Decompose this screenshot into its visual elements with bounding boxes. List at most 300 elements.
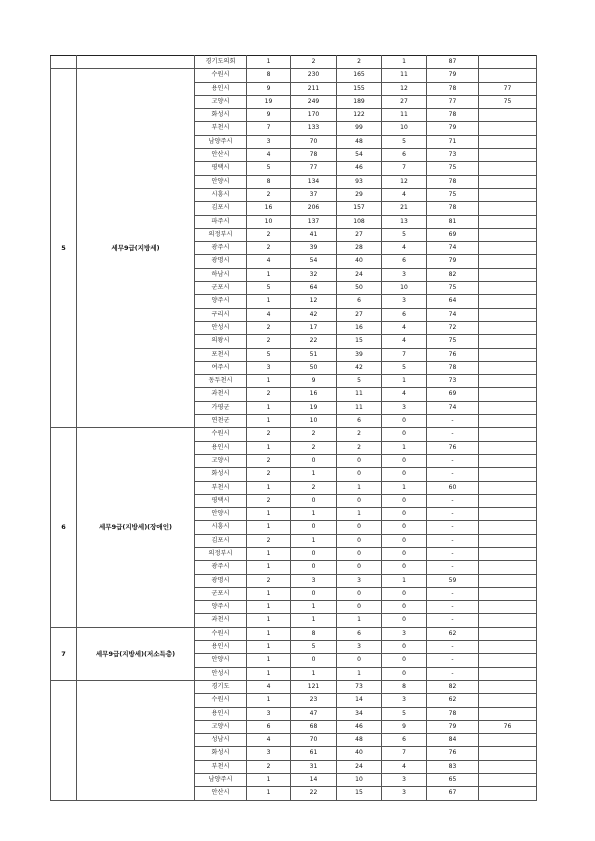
passed-count-cell: 27: [382, 95, 427, 108]
planned-count-cell: 1: [247, 627, 291, 640]
examinees-cell: 2: [337, 56, 382, 69]
passed-count-cell: 4: [382, 188, 427, 201]
planned-count-cell: 8: [247, 69, 291, 82]
cutoff-score-cell: -: [427, 454, 479, 467]
extra-cutoff-cell: [479, 308, 537, 321]
applicants-cell: 0: [291, 521, 337, 534]
passed-count-cell: 0: [382, 587, 427, 600]
agency-cell: 부천시: [195, 122, 247, 135]
cutoff-score-cell: 79: [427, 255, 479, 268]
examinees-cell: 24: [337, 760, 382, 773]
planned-count-cell: 2: [247, 574, 291, 587]
table-body: [51, 56, 537, 801]
applicants-cell: 47: [291, 707, 337, 720]
agency-cell: 의정부시: [195, 228, 247, 241]
passed-count-cell: 6: [382, 734, 427, 747]
agency-cell: 평택시: [195, 162, 247, 175]
section-title: 세무9급(지방세)(저소득층): [77, 627, 195, 680]
passed-count-cell: 21: [382, 202, 427, 215]
planned-count-cell: 2: [247, 335, 291, 348]
cutoff-score-cell: -: [427, 494, 479, 507]
agency-cell: 구리시: [195, 308, 247, 321]
applicants-cell: 1: [291, 508, 337, 521]
planned-count-cell: 1: [247, 641, 291, 654]
examinees-cell: 3: [337, 574, 382, 587]
examinees-cell: 15: [337, 787, 382, 800]
passed-count-cell: 0: [382, 667, 427, 680]
applicants-cell: 14: [291, 774, 337, 787]
planned-count-cell: 9: [247, 109, 291, 122]
agency-cell: 군포시: [195, 282, 247, 295]
agency-cell: 부천시: [195, 760, 247, 773]
cutoff-score-cell: 77: [427, 95, 479, 108]
passed-count-cell: 0: [382, 654, 427, 667]
applicants-cell: 39: [291, 242, 337, 255]
agency-cell: 안산시: [195, 149, 247, 162]
cutoff-score-cell: 76: [427, 348, 479, 361]
agency-cell: 용인시: [195, 441, 247, 454]
examinees-cell: 122: [337, 109, 382, 122]
extra-cutoff-cell: [479, 574, 537, 587]
examinees-cell: 1: [337, 614, 382, 627]
examinees-cell: 16: [337, 321, 382, 334]
agency-cell: 김포시: [195, 534, 247, 547]
extra-cutoff-cell: [479, 162, 537, 175]
passed-count-cell: 3: [382, 694, 427, 707]
applicants-cell: 77: [291, 162, 337, 175]
planned-count-cell: 6: [247, 720, 291, 733]
passed-count-cell: 3: [382, 787, 427, 800]
examinees-cell: 2: [337, 441, 382, 454]
agency-cell: 양주시: [195, 295, 247, 308]
applicants-cell: 170: [291, 109, 337, 122]
cutoff-score-cell: 67: [427, 787, 479, 800]
section-number: [51, 680, 77, 800]
examinees-cell: 165: [337, 69, 382, 82]
recruitment-results-page: [50, 55, 536, 801]
agency-cell: 파주시: [195, 215, 247, 228]
cutoff-score-cell: -: [427, 561, 479, 574]
examinees-cell: 0: [337, 601, 382, 614]
extra-cutoff-cell: [479, 282, 537, 295]
agency-cell: 안성시: [195, 667, 247, 680]
extra-cutoff-cell: [479, 641, 537, 654]
examinees-cell: 0: [337, 494, 382, 507]
cutoff-score-cell: 75: [427, 162, 479, 175]
extra-cutoff-cell: [479, 375, 537, 388]
applicants-cell: 1: [291, 667, 337, 680]
extra-cutoff-cell: [479, 149, 537, 162]
cutoff-score-cell: -: [427, 415, 479, 428]
extra-cutoff-cell: [479, 335, 537, 348]
extra-cutoff-cell: [479, 401, 537, 414]
applicants-cell: 78: [291, 149, 337, 162]
examinees-cell: 1: [337, 481, 382, 494]
agency-cell: 수원시: [195, 627, 247, 640]
examinees-cell: 6: [337, 295, 382, 308]
extra-cutoff-cell: [479, 561, 537, 574]
planned-count-cell: 3: [247, 135, 291, 148]
planned-count-cell: 1: [247, 654, 291, 667]
examinees-cell: 54: [337, 149, 382, 162]
cutoff-score-cell: 74: [427, 242, 479, 255]
cutoff-score-cell: -: [427, 468, 479, 481]
passed-count-cell: 0: [382, 428, 427, 441]
passed-count-cell: 5: [382, 135, 427, 148]
agency-cell: 고양시: [195, 95, 247, 108]
planned-count-cell: 1: [247, 614, 291, 627]
planned-count-cell: 1: [247, 375, 291, 388]
cutoff-score-cell: 60: [427, 481, 479, 494]
extra-cutoff-cell: [479, 614, 537, 627]
agency-cell: 화성시: [195, 109, 247, 122]
applicants-cell: 0: [291, 654, 337, 667]
applicants-cell: 121: [291, 680, 337, 693]
cutoff-score-cell: 78: [427, 361, 479, 374]
planned-count-cell: 3: [247, 707, 291, 720]
agency-cell: 고양시: [195, 720, 247, 733]
passed-count-cell: 4: [382, 242, 427, 255]
examinees-cell: 155: [337, 82, 382, 95]
cutoff-score-cell: -: [427, 667, 479, 680]
extra-cutoff-cell: [479, 228, 537, 241]
planned-count-cell: 1: [247, 481, 291, 494]
applicants-cell: 32: [291, 268, 337, 281]
planned-count-cell: 3: [247, 747, 291, 760]
passed-count-cell: 0: [382, 561, 427, 574]
examinees-cell: 3: [337, 641, 382, 654]
examinees-cell: 93: [337, 175, 382, 188]
passed-count-cell: 0: [382, 601, 427, 614]
extra-cutoff-cell: [479, 69, 537, 82]
examinees-cell: 50: [337, 282, 382, 295]
section-number: 6: [51, 428, 77, 627]
agency-cell: 안성시: [195, 321, 247, 334]
passed-count-cell: 3: [382, 295, 427, 308]
agency-cell: 과천시: [195, 614, 247, 627]
extra-cutoff-cell: [479, 468, 537, 481]
applicants-cell: 0: [291, 561, 337, 574]
examinees-cell: 0: [337, 587, 382, 600]
table-row: [51, 428, 537, 441]
cutoff-score-cell: 69: [427, 228, 479, 241]
cutoff-score-cell: 87: [427, 56, 479, 69]
agency-cell: 수원시: [195, 69, 247, 82]
section-number: 5: [51, 69, 77, 428]
planned-count-cell: 5: [247, 348, 291, 361]
planned-count-cell: 7: [247, 122, 291, 135]
agency-cell: 안양시: [195, 508, 247, 521]
section-title: 세무9급(지방세)(장애인): [77, 428, 195, 627]
examinees-cell: 0: [337, 521, 382, 534]
agency-cell: 고양시: [195, 454, 247, 467]
examinees-cell: 39: [337, 348, 382, 361]
passed-count-cell: 0: [382, 415, 427, 428]
cutoff-score-cell: 78: [427, 82, 479, 95]
extra-cutoff-cell: [479, 188, 537, 201]
examinees-cell: 27: [337, 228, 382, 241]
examinees-cell: 11: [337, 388, 382, 401]
planned-count-cell: 4: [247, 308, 291, 321]
passed-count-cell: 11: [382, 69, 427, 82]
extra-cutoff-cell: [479, 534, 537, 547]
applicants-cell: 61: [291, 747, 337, 760]
cutoff-score-cell: 72: [427, 321, 479, 334]
agency-cell: 성남시: [195, 734, 247, 747]
applicants-cell: 230: [291, 69, 337, 82]
passed-count-cell: 6: [382, 255, 427, 268]
agency-cell: 군포시: [195, 587, 247, 600]
agency-cell: 양주시: [195, 601, 247, 614]
extra-cutoff-cell: [479, 508, 537, 521]
examinees-cell: 40: [337, 255, 382, 268]
planned-count-cell: 4: [247, 734, 291, 747]
passed-count-cell: 3: [382, 401, 427, 414]
cutoff-score-cell: 75: [427, 282, 479, 295]
cutoff-score-cell: 76: [427, 441, 479, 454]
applicants-cell: 22: [291, 335, 337, 348]
applicants-cell: 68: [291, 720, 337, 733]
section-title: [77, 680, 195, 800]
section-number: [51, 56, 77, 69]
applicants-cell: 0: [291, 587, 337, 600]
extra-cutoff-cell: [479, 428, 537, 441]
planned-count-cell: 2: [247, 242, 291, 255]
cutoff-score-cell: 82: [427, 680, 479, 693]
extra-cutoff-cell: [479, 774, 537, 787]
applicants-cell: 0: [291, 454, 337, 467]
planned-count-cell: 1: [247, 56, 291, 69]
cutoff-score-cell: 59: [427, 574, 479, 587]
planned-count-cell: 2: [247, 494, 291, 507]
passed-count-cell: 0: [382, 454, 427, 467]
cutoff-score-cell: -: [427, 508, 479, 521]
passed-count-cell: 12: [382, 175, 427, 188]
agency-cell: 수원시: [195, 694, 247, 707]
planned-count-cell: 10: [247, 215, 291, 228]
examinees-cell: 27: [337, 308, 382, 321]
planned-count-cell: 1: [247, 561, 291, 574]
applicants-cell: 19: [291, 401, 337, 414]
extra-cutoff-cell: [479, 388, 537, 401]
cutoff-score-cell: -: [427, 428, 479, 441]
agency-cell: 부천시: [195, 481, 247, 494]
extra-cutoff-cell: [479, 760, 537, 773]
examinees-cell: 189: [337, 95, 382, 108]
planned-count-cell: 2: [247, 428, 291, 441]
planned-count-cell: 2: [247, 760, 291, 773]
agency-cell: 김포시: [195, 202, 247, 215]
examinees-cell: 1: [337, 667, 382, 680]
agency-cell: 수원시: [195, 428, 247, 441]
applicants-cell: 16: [291, 388, 337, 401]
planned-count-cell: 8: [247, 175, 291, 188]
cutoff-score-cell: -: [427, 641, 479, 654]
extra-cutoff-cell: [479, 601, 537, 614]
extra-cutoff-cell: [479, 694, 537, 707]
cutoff-score-cell: 79: [427, 122, 479, 135]
extra-cutoff-cell: 76: [479, 720, 537, 733]
extra-cutoff-cell: [479, 547, 537, 560]
passed-count-cell: 0: [382, 534, 427, 547]
examinees-cell: 108: [337, 215, 382, 228]
passed-count-cell: 4: [382, 321, 427, 334]
examinees-cell: 0: [337, 547, 382, 560]
planned-count-cell: 9: [247, 82, 291, 95]
planned-count-cell: 1: [247, 587, 291, 600]
planned-count-cell: 1: [247, 667, 291, 680]
applicants-cell: 42: [291, 308, 337, 321]
applicants-cell: 12: [291, 295, 337, 308]
agency-cell: 광주시: [195, 242, 247, 255]
examinees-cell: 2: [337, 428, 382, 441]
applicants-cell: 17: [291, 321, 337, 334]
passed-count-cell: 5: [382, 228, 427, 241]
agency-cell: 하남시: [195, 268, 247, 281]
examinees-cell: 6: [337, 627, 382, 640]
recruitment-table: [50, 55, 537, 801]
extra-cutoff-cell: [479, 321, 537, 334]
table-row: [51, 69, 537, 82]
section-number: 7: [51, 627, 77, 680]
applicants-cell: 70: [291, 734, 337, 747]
applicants-cell: 50: [291, 361, 337, 374]
agency-cell: 여주시: [195, 361, 247, 374]
extra-cutoff-cell: [479, 587, 537, 600]
agency-cell: 포천시: [195, 348, 247, 361]
planned-count-cell: 2: [247, 188, 291, 201]
passed-count-cell: 0: [382, 494, 427, 507]
table-row: [51, 627, 537, 640]
cutoff-score-cell: 75: [427, 188, 479, 201]
examinees-cell: 157: [337, 202, 382, 215]
extra-cutoff-cell: [479, 56, 537, 69]
extra-cutoff-cell: [479, 667, 537, 680]
examinees-cell: 42: [337, 361, 382, 374]
applicants-cell: 134: [291, 175, 337, 188]
planned-count-cell: 4: [247, 680, 291, 693]
examinees-cell: 5: [337, 375, 382, 388]
applicants-cell: 70: [291, 135, 337, 148]
extra-cutoff-cell: [479, 122, 537, 135]
cutoff-score-cell: 78: [427, 175, 479, 188]
cutoff-score-cell: 78: [427, 109, 479, 122]
passed-count-cell: 1: [382, 481, 427, 494]
extra-cutoff-cell: [479, 415, 537, 428]
passed-count-cell: 1: [382, 56, 427, 69]
examinees-cell: 6: [337, 415, 382, 428]
extra-cutoff-cell: [479, 215, 537, 228]
cutoff-score-cell: -: [427, 547, 479, 560]
extra-cutoff-cell: [479, 441, 537, 454]
passed-count-cell: 7: [382, 348, 427, 361]
passed-count-cell: 0: [382, 508, 427, 521]
planned-count-cell: 16: [247, 202, 291, 215]
extra-cutoff-cell: [479, 734, 537, 747]
cutoff-score-cell: -: [427, 654, 479, 667]
agency-cell: 안양시: [195, 654, 247, 667]
planned-count-cell: 1: [247, 787, 291, 800]
passed-count-cell: 12: [382, 82, 427, 95]
agency-cell: 동두천시: [195, 375, 247, 388]
planned-count-cell: 2: [247, 454, 291, 467]
applicants-cell: 1: [291, 534, 337, 547]
extra-cutoff-cell: [479, 109, 537, 122]
passed-count-cell: 0: [382, 521, 427, 534]
applicants-cell: 137: [291, 215, 337, 228]
planned-count-cell: 1: [247, 295, 291, 308]
passed-count-cell: 6: [382, 308, 427, 321]
passed-count-cell: 1: [382, 441, 427, 454]
examinees-cell: 40: [337, 747, 382, 760]
applicants-cell: 8: [291, 627, 337, 640]
agency-cell: 용인시: [195, 707, 247, 720]
agency-cell: 과천시: [195, 388, 247, 401]
extra-cutoff-cell: [479, 348, 537, 361]
passed-count-cell: 4: [382, 388, 427, 401]
applicants-cell: 64: [291, 282, 337, 295]
cutoff-score-cell: 64: [427, 295, 479, 308]
planned-count-cell: 1: [247, 415, 291, 428]
extra-cutoff-cell: [479, 494, 537, 507]
cutoff-score-cell: 79: [427, 720, 479, 733]
examinees-cell: 14: [337, 694, 382, 707]
passed-count-cell: 4: [382, 760, 427, 773]
applicants-cell: 1: [291, 601, 337, 614]
cutoff-score-cell: -: [427, 534, 479, 547]
planned-count-cell: 5: [247, 162, 291, 175]
examinees-cell: 46: [337, 720, 382, 733]
cutoff-score-cell: 79: [427, 69, 479, 82]
cutoff-score-cell: 73: [427, 149, 479, 162]
planned-count-cell: 1: [247, 508, 291, 521]
passed-count-cell: 0: [382, 468, 427, 481]
passed-count-cell: 3: [382, 627, 427, 640]
passed-count-cell: 6: [382, 149, 427, 162]
applicants-cell: 41: [291, 228, 337, 241]
table-row: [51, 680, 537, 693]
passed-count-cell: 13: [382, 215, 427, 228]
cutoff-score-cell: -: [427, 601, 479, 614]
agency-cell: 경기도: [195, 680, 247, 693]
applicants-cell: 5: [291, 641, 337, 654]
cutoff-score-cell: 74: [427, 401, 479, 414]
extra-cutoff-cell: [479, 255, 537, 268]
cutoff-score-cell: 83: [427, 760, 479, 773]
applicants-cell: 54: [291, 255, 337, 268]
agency-cell: 용인시: [195, 82, 247, 95]
examinees-cell: 0: [337, 654, 382, 667]
extra-cutoff-cell: [479, 454, 537, 467]
examinees-cell: 0: [337, 561, 382, 574]
applicants-cell: 2: [291, 441, 337, 454]
applicants-cell: 2: [291, 428, 337, 441]
extra-cutoff-cell: [479, 627, 537, 640]
extra-cutoff-cell: 77: [479, 82, 537, 95]
extra-cutoff-cell: [479, 175, 537, 188]
planned-count-cell: 1: [247, 694, 291, 707]
agency-cell: 용인시: [195, 641, 247, 654]
passed-count-cell: 5: [382, 707, 427, 720]
agency-cell: 남양주시: [195, 135, 247, 148]
applicants-cell: 0: [291, 547, 337, 560]
applicants-cell: 3: [291, 574, 337, 587]
planned-count-cell: 2: [247, 388, 291, 401]
planned-count-cell: 2: [247, 228, 291, 241]
agency-cell: 시흥시: [195, 188, 247, 201]
planned-count-cell: 1: [247, 774, 291, 787]
applicants-cell: 10: [291, 415, 337, 428]
